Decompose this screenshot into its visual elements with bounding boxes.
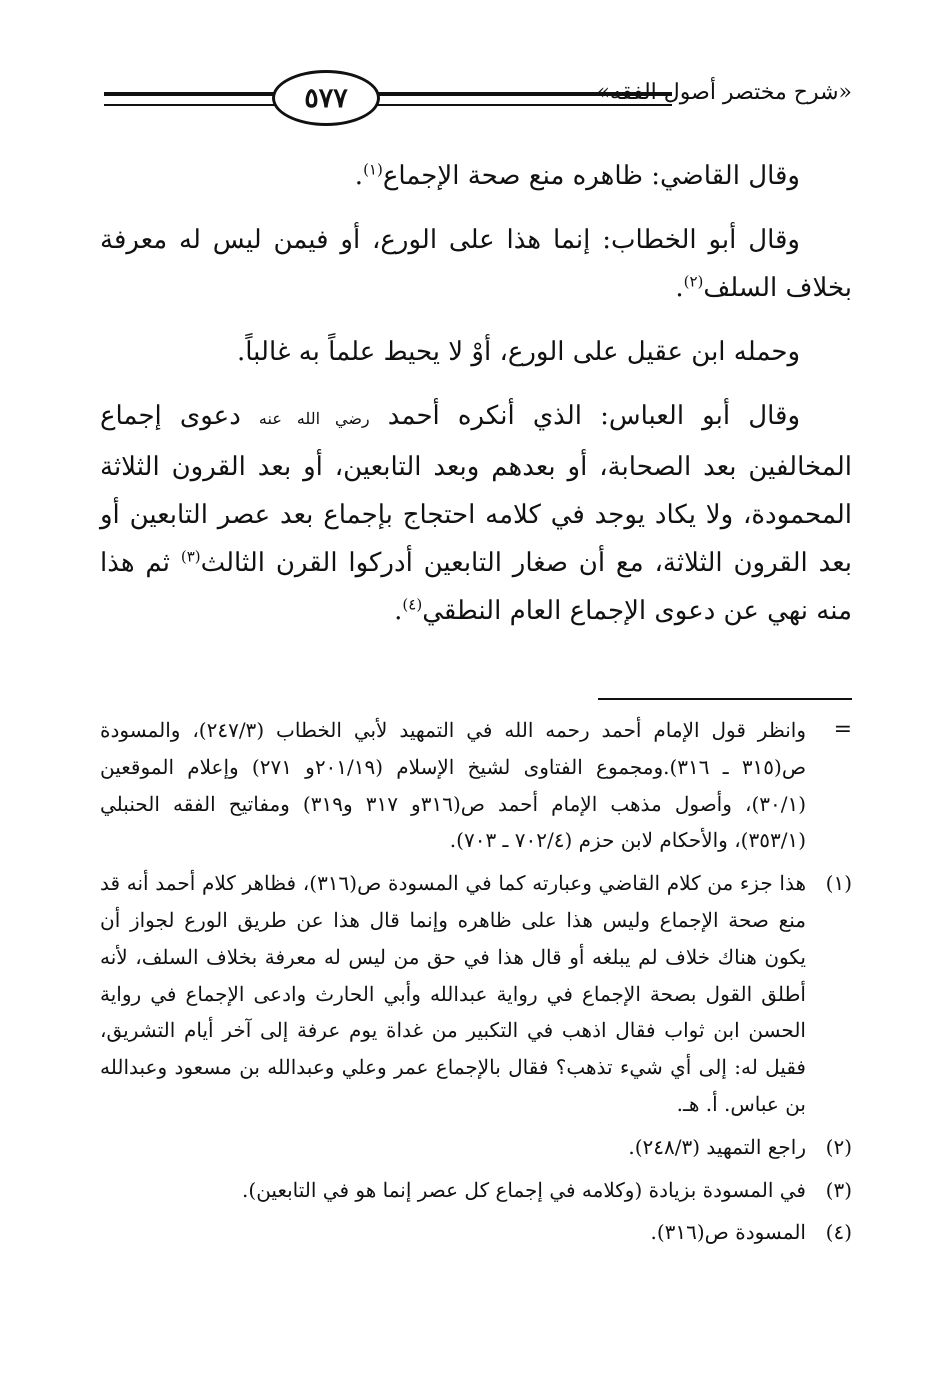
paragraph-text: ثم هذا منه نهي عن دعوى الإجماع العام النطقي bbox=[100, 548, 852, 626]
footnote-3 bbox=[100, 1172, 852, 1209]
footnote-continuation bbox=[100, 712, 852, 859]
footnote-4 bbox=[100, 1214, 852, 1251]
continuation-marker: = bbox=[833, 717, 852, 742]
footnote-ref-2[interactable]: (٢) bbox=[683, 272, 704, 291]
paragraph-text: وقال أبو الخطاب: إنما هذا على الورع، أو فيمن ليس له معرفة بخلاف السلف bbox=[100, 225, 852, 303]
paragraph-text: دعوى إجماع المخالفين بعد الصحابة، أو بعدهم وبعد التابعين، أو بعد القرون الثلاثة المحمودة، ولا يكاد يوجد في كلامه احتجاج بإجماع بعد عصر التابعين أو بعد القرون الثلاثة، مع أن صغار التابعين أدركوا القرن الثالث bbox=[100, 401, 853, 578]
page-number: ٥٧٧ bbox=[272, 70, 380, 126]
footnote-text: المسودة ص(٣١٦). bbox=[650, 1220, 806, 1245]
footnote-ref-3[interactable]: (٣) bbox=[180, 547, 201, 566]
book-title: «شرح مختصر أصول الفقه» bbox=[596, 80, 852, 105]
footnote-text: في المسودة بزيادة (وكلامه في إجماع كل عصر إنما هو في التابعين). bbox=[242, 1177, 806, 1202]
paragraph-ibn-aqil bbox=[100, 328, 852, 376]
footnote-marker: (٤) bbox=[825, 1220, 852, 1245]
footnote-marker: (٣) bbox=[825, 1177, 852, 1202]
footnote-marker: (١) bbox=[825, 871, 852, 896]
footnote-1 bbox=[100, 865, 852, 1123]
paragraph-text: وقال أبو العباس: الذي أنكره أحمد bbox=[387, 401, 801, 431]
footnote-marker: (٢) bbox=[825, 1134, 852, 1159]
footnotes bbox=[100, 712, 852, 1257]
paragraph-text: وقال القاضي: ظاهره منع صحة الإجماع bbox=[382, 161, 800, 191]
paragraph-end: . bbox=[354, 161, 364, 191]
footnote-ref-4[interactable]: (٤) bbox=[402, 595, 423, 614]
header-rule-left bbox=[104, 92, 282, 106]
paragraph-qadi bbox=[100, 152, 852, 200]
main-text bbox=[100, 152, 852, 651]
footnote-2 bbox=[100, 1129, 852, 1166]
footnote-divider bbox=[598, 698, 852, 700]
footnote-text: هذا جزء من كلام القاضي وعبارته كما في المسودة ص(٣١٦)، فظاهر كلام أحمد أنه قد منع صحة الإجماع وليس هذا على ظاهره وإنما قال هذا عن طريق الورع لجواز أن يكون هناك خلاف لم يبلغه أو قال هذا في حق من ليس له معرفة بخلاف السلف، لأنه أطلق القول بصحة الإجماع في رواية عبدالله وأبي الحارث وادعى الإجماع في رواية الحسن ابن ثواب فقال اذهب في التكبير من غداة يوم عرفة إلى آخر أيام التشريق، فقيل له: إلى أي شيء تذهب؟ فقال بالإجماع عمر وعلي وعبدالله بن مسعود وعبدالله بن عباس. أ. هـ. bbox=[100, 871, 806, 1116]
paragraph-end: . bbox=[394, 596, 403, 626]
footnote-text: راجع التمهيد (٢٤٨/٣). bbox=[628, 1134, 806, 1159]
paragraph-text: وحمله ابن عقيل على الورع، أوْ لا يحيط علماً به غالباً. bbox=[236, 337, 800, 367]
paragraph-abu-khattab bbox=[100, 216, 852, 312]
page-header bbox=[100, 62, 852, 132]
paragraph-end: . bbox=[675, 273, 684, 303]
footnote-ref-1[interactable]: (١) bbox=[363, 160, 383, 179]
paragraph-abu-abbas bbox=[100, 392, 852, 635]
honorific-glyph: رضي الله عنه bbox=[258, 409, 370, 428]
footnote-text: وانظر قول الإمام أحمد رحمه الله في التمهيد لأبي الخطاب (٢٤٧/٣)، والمسودة ص(٣١٥ ـ ٣١٦).ومجموع الفتاوى لشيخ الإسلام (٢٠١/١٩و ٢٧١) وإعلام الموقعين (٣٠/١)، وأصول مذهب الإمام أحمد ص(٣١٦و ٣١٧ و٣١٩) ومفاتيح الفقه الحنبلي (٣٥٣/١)، والأحكام لابن حزم (٧٠٢/٤ ـ ٧٠٣). bbox=[100, 718, 807, 853]
